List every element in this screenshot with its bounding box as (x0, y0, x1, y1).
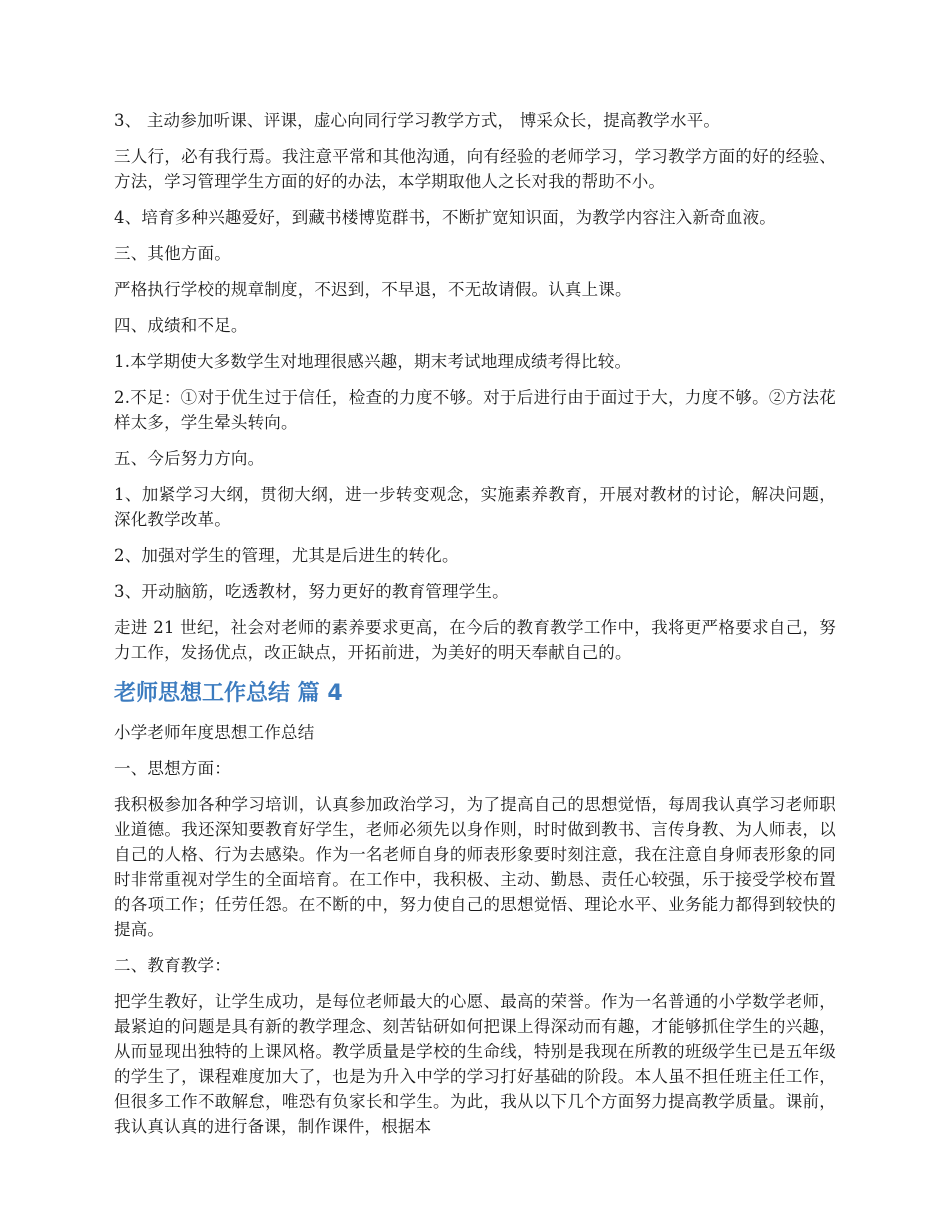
paragraph: 我积极参加各种学习培训，认真参加政治学习，为了提高自己的思想觉悟，每周我认真学习老师职业道德。我还深知要教育好学生，老师必须先以身作则，时时做到教书、言传身教、为人师表，以自己的人格、行为去感染。作为一名老师自身的师表形象要时刻注意，我在注意自身师表形象的同时非常重视对学生的全面培育。在工作中，我积极、主动、勤恳、责任心较强，乐于接受学校布置的各项工作；任劳任怨。在不断的中，努力使自己的思想觉悟、理论水平、业务能力都得到较快的提高。 (114, 795, 836, 939)
paragraph: 把学生教好，让学生成功，是每位老师最大的心愿、最高的荣誉。作为一名普通的小学数学老师，最紧迫的问题是具有新的教学理念、刻苦钻研如何把课上得深动而有趣，才能够抓住学生的兴趣，从而显现出独特的上课风格。教学质量是学校的生命线，特别是我现在所教的班级学生已是五年级的学生了，课程难度加大了，也是为升入中学的学习打好基础的阶段。本人虽不担任班主任工作，但很多工作不敢解怠，唯恐有负家长和学生。为此，我从以下几个方面努力提高教学质量。课前，我认真认真的进行备课，制作课件，根据本 (114, 992, 836, 1136)
paragraph: 2、加强对学生的管理，尤其是后进生的转化。 (114, 546, 459, 565)
paragraph: 4、培育多种兴趣爱好，到藏书楼博览群书，不断扩宽知识面，为教学内容注入新奇血液。 (114, 208, 776, 227)
paragraph: 3、开动脑筋，吃透教材，努力更好的教育管理学生。 (114, 582, 509, 601)
paragraph: 1、加紧学习大纲，贯彻大纲，进一步转变观念，实施素养教育，开展对教材的讨论，解决问题，深化教学改革。 (114, 485, 836, 529)
document-page (114, 108, 836, 1150)
paragraph: 三人行，必有我行焉。我注意平常和其他沟通，向有经验的老师学习，学习教学方面的好的经验、方法，学习管理学生方面的好的办法，本学期取他人之长对我的帮助不小。 (114, 147, 836, 191)
paragraph: 走进 21 世纪，社会对老师的素养要求更高，在今后的教育教学工作中，我将更严格要求自己，努力工作，发扬优点，改正缺点，开拓前进，为美好的明天奉献自己的。 (114, 618, 836, 662)
paragraph: 2.不足：①对于优生过于信任，检查的力度不够。对于后进行由于面过于大，力度不够。②方法花样太多，学生晕头转向。 (114, 388, 836, 432)
paragraph: 3、 主动参加听课、评课，虚心向同行学习教学方式， 博采众长，提高教学水平。 (114, 111, 721, 130)
article-subtitle: 小学老师年度思想工作总结 (114, 723, 315, 742)
paragraph: 1.本学期使大多数学生对地理很感兴趣，期末考试地理成绩考得比较。 (114, 352, 632, 371)
paragraph: 严格执行学校的规章制度，不迟到，不早退，不无故请假。认真上课。 (114, 280, 632, 299)
section-heading-other: 三、其他方面。 (114, 244, 231, 263)
section-heading-results: 四、成绩和不足。 (114, 316, 248, 335)
section-heading-teaching: 二、教育教学： (114, 956, 231, 975)
article-heading: 老师思想工作总结 篇 4 (114, 681, 343, 706)
section-heading-future: 五、今后努力方向。 (114, 449, 265, 468)
section-heading-thought: 一、思想方面： (114, 759, 231, 778)
